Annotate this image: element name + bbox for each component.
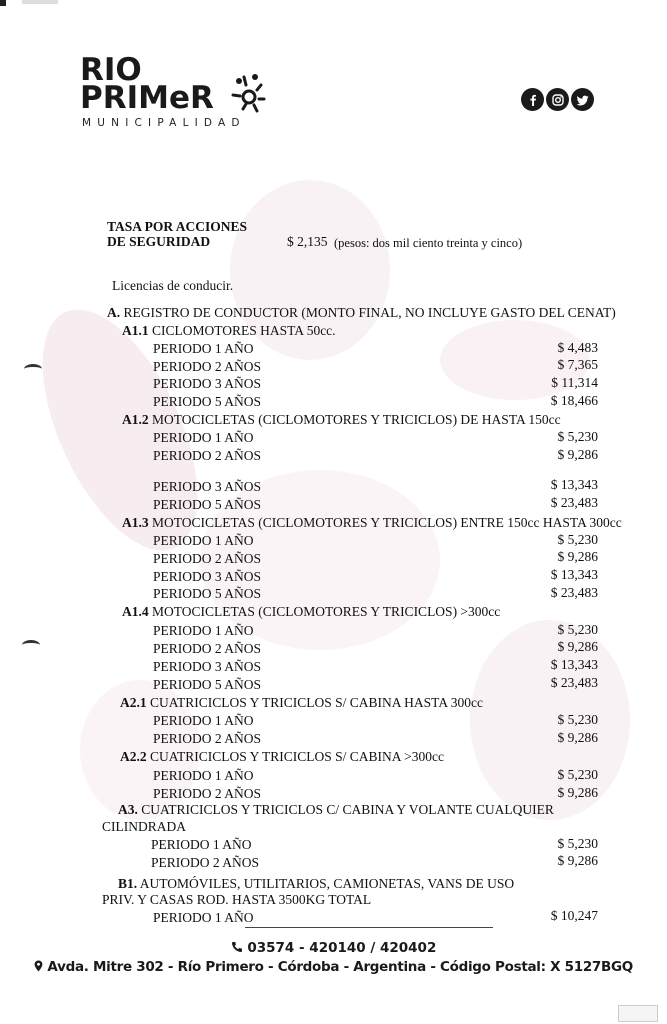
group-heading — [122, 604, 500, 620]
logo-subtitle: MUNICIPALIDAD — [82, 117, 246, 129]
section-a-letter: A. — [107, 305, 121, 320]
period-label: PERIODO 2 AÑOS — [153, 359, 262, 374]
tasa-label-1: TASA POR ACCIONES — [107, 219, 248, 234]
instagram-icon — [546, 88, 569, 111]
period-label: PERIODO 1 AÑO — [153, 623, 254, 638]
group-title: CICLOMOTORES HASTA 50cc. — [152, 323, 336, 338]
period-price: $ 13,343 — [550, 477, 598, 492]
period-price: $ 23,483 — [550, 495, 598, 510]
scan-mark — [22, 0, 58, 4]
period-label: PERIODO 5 AÑOS — [153, 497, 262, 512]
period-label: PERIODO 3 AÑOS — [153, 376, 262, 391]
period-price: $ 9,286 — [557, 730, 598, 745]
period-price: $ 13,343 — [550, 567, 598, 582]
period-price: $ 9,286 — [557, 447, 598, 462]
period-label: PERIODO 1 AÑO — [153, 533, 254, 548]
group-title: CUATRICICLOS Y TRICICLOS S/ CABINA >300cc — [150, 749, 445, 764]
period-label: PERIODO 1 AÑO — [153, 430, 254, 445]
group-title: MOTOCICLETAS (CICLOMOTORES Y TRICICLOS) ENTRE 150cc HASTA 300cc — [152, 515, 622, 530]
period-price: $ 9,286 — [557, 549, 598, 564]
logo-line-1: RIO — [80, 52, 142, 88]
group-title: CUATRICICLOS Y TRICICLOS C/ CABINA Y VOLANTE CUALQUIER — [141, 802, 554, 817]
footer-phone — [0, 940, 667, 956]
period-price: $ 5,230 — [557, 836, 598, 851]
period-price: $ 5,230 — [557, 767, 598, 782]
period-label: PERIODO 1 AÑO — [153, 713, 254, 728]
period-price: $ 23,483 — [550, 675, 598, 690]
period-label: PERIODO 3 AÑOS — [153, 569, 262, 584]
divider — [245, 927, 493, 928]
period-label: PERIODO 1 AÑO — [153, 768, 254, 783]
group-title: AUTOMÓVILES, UTILITARIOS, CAMIONETAS, VANS DE USO — [139, 876, 515, 891]
group-code: A2.2 — [120, 749, 147, 764]
municipality-logo — [80, 52, 280, 135]
period-label: PERIODO 2 AÑOS — [153, 448, 262, 463]
group-heading — [118, 802, 554, 818]
tasa-label-2: DE SEGURIDAD — [107, 234, 211, 249]
period-label: PERIODO 3 AÑOS — [153, 479, 262, 494]
facebook-icon — [521, 88, 544, 111]
group-title-continued: PRIV. Y CASAS ROD. HASTA 3500KG TOTAL — [102, 892, 372, 907]
period-label: PERIODO 2 AÑOS — [153, 641, 262, 656]
logo-line-2: PRIMeR — [80, 80, 214, 116]
period-price: $ 9,286 — [557, 639, 598, 654]
group-heading — [120, 695, 483, 711]
group-code: A1.2 — [122, 412, 149, 427]
period-price: $ 5,230 — [557, 622, 598, 637]
period-price: $ 10,247 — [550, 908, 598, 923]
group-heading — [122, 515, 622, 531]
punch-mark — [24, 364, 42, 374]
group-code: A1.3 — [122, 515, 149, 530]
period-price: $ 5,230 — [557, 532, 598, 547]
twitter-icon — [571, 88, 594, 111]
period-price: $ 23,483 — [550, 585, 598, 600]
sun-figure-icon — [231, 73, 271, 115]
period-price: $ 13,343 — [550, 657, 598, 672]
group-code: A1.1 — [122, 323, 149, 338]
phone-numbers: 03574 - 420140 / 420402 — [247, 940, 437, 956]
location-pin-icon — [34, 960, 43, 972]
period-label: PERIODO 2 AÑOS — [151, 855, 260, 870]
section-a-heading — [107, 305, 616, 321]
punch-mark — [22, 640, 40, 650]
period-label: PERIODO 1 AÑO — [153, 910, 254, 925]
group-code: A2.1 — [120, 695, 147, 710]
period-price: $ 9,286 — [557, 853, 598, 868]
address-text: Avda. Mitre 302 - Río Primero - Córdoba - Argentina - Código Postal: X 5127BGQ — [47, 959, 633, 975]
group-code: A1.4 — [122, 604, 149, 619]
period-label: PERIODO 2 AÑOS — [153, 551, 262, 566]
period-price: $ 11,314 — [551, 375, 598, 390]
group-title: CUATRICICLOS Y TRICICLOS S/ CABINA HASTA 300cc — [150, 695, 483, 710]
period-label: PERIODO 3 AÑOS — [153, 659, 262, 674]
group-title-continued: CILINDRADA — [102, 819, 186, 834]
group-title: MOTOCICLETAS (CICLOMOTORES Y TRICICLOS) >300cc — [152, 604, 501, 619]
group-code: B1. — [118, 876, 138, 891]
period-price: $ 4,483 — [557, 340, 598, 355]
period-price: $ 7,365 — [557, 357, 598, 372]
period-price: $ 18,466 — [550, 393, 598, 408]
group-heading — [122, 412, 561, 428]
scan-mark — [0, 0, 6, 6]
period-price: $ 5,230 — [557, 712, 598, 727]
group-heading — [120, 749, 444, 765]
period-label: PERIODO 1 AÑO — [153, 341, 254, 356]
phone-icon — [231, 941, 243, 953]
period-label: PERIODO 2 AÑOS — [153, 731, 262, 746]
period-label: PERIODO 2 AÑOS — [153, 786, 262, 801]
group-title: MOTOCICLETAS (CICLOMOTORES Y TRICICLOS) DE HASTA 150cc — [152, 412, 561, 427]
group-code: A3. — [118, 802, 138, 817]
period-label: PERIODO 5 AÑOS — [153, 586, 262, 601]
group-heading — [118, 876, 514, 892]
intro-text: Licencias de conducir. — [112, 278, 234, 293]
period-label: PERIODO 1 AÑO — [151, 837, 252, 852]
scanner-stamp — [618, 1005, 658, 1022]
tasa-amount: $ 2,135 — [287, 234, 328, 249]
group-heading — [122, 323, 336, 339]
period-label: PERIODO 5 AÑOS — [153, 394, 262, 409]
period-price: $ 9,286 — [557, 785, 598, 800]
period-price: $ 5,230 — [557, 429, 598, 444]
period-label: PERIODO 5 AÑOS — [153, 677, 262, 692]
tasa-amount-words: (pesos: dos mil ciento treinta y cinco) — [334, 236, 523, 250]
section-a-title: REGISTRO DE CONDUCTOR (MONTO FINAL, NO INCLUYE GASTO DEL CENAT) — [123, 305, 616, 320]
footer-address — [0, 959, 667, 975]
social-icons — [521, 88, 594, 111]
